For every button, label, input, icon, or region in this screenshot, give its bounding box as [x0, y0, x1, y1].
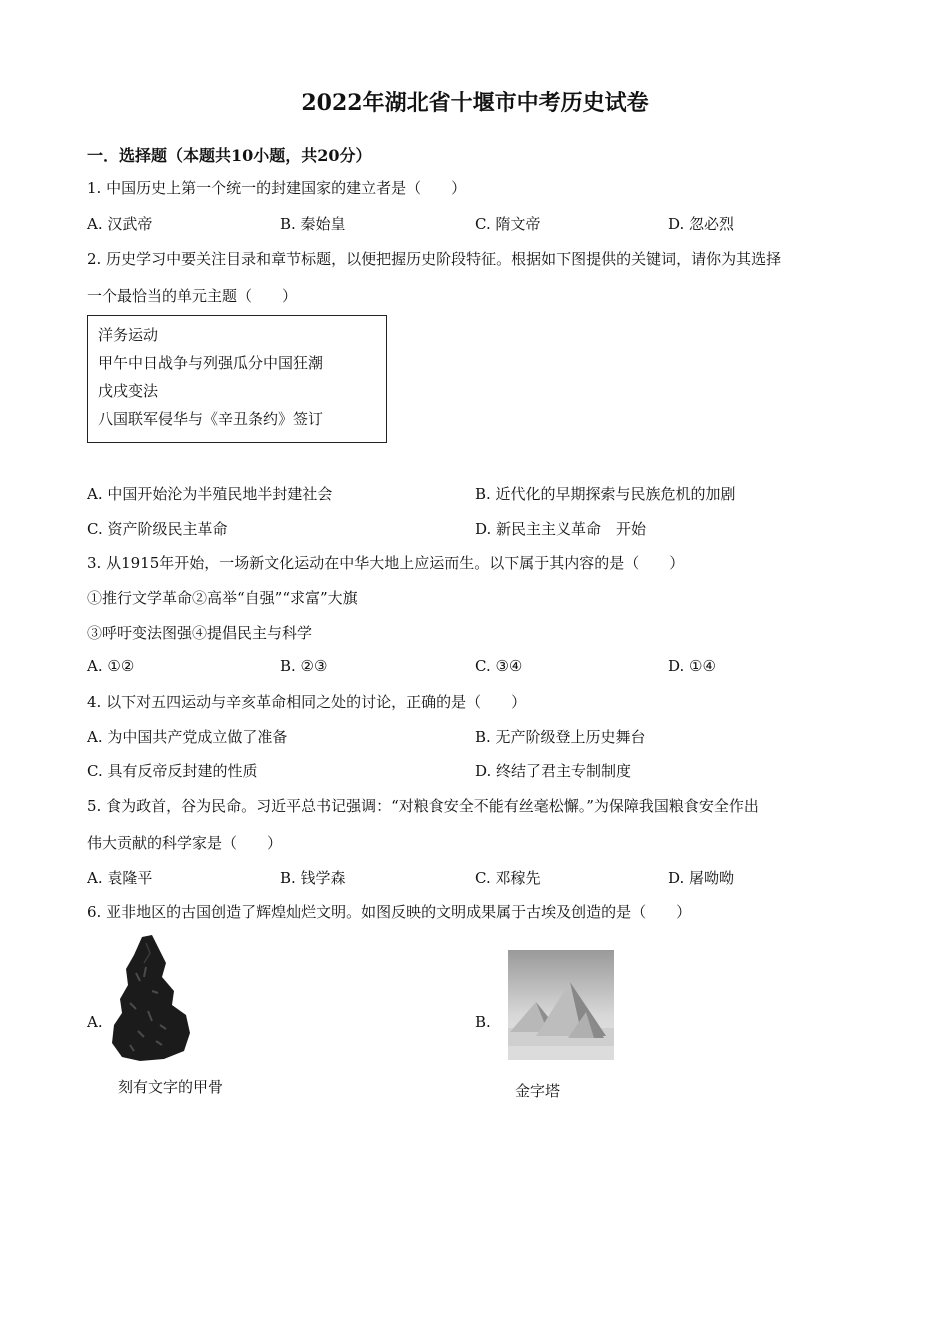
q5-option-a: A. 袁隆平	[87, 869, 153, 887]
q6-option-b-letter: B.	[475, 1013, 491, 1031]
q2-option-b: B. 近代化的早期探索与民族危机的加剧	[475, 485, 736, 503]
q4-option-a: A. 为中国共产党成立做了准备	[87, 728, 288, 746]
question-3-stem: 3. 从1915年开始，一场新文化运动在中华大地上应运而生。以下属于其内容的是（ ）	[87, 554, 685, 572]
question-2-stem-line-2: 一个最恰当的单元主题（ ）	[87, 287, 298, 305]
caption-pyramid: 金字塔	[515, 1082, 561, 1100]
caption-oracle-bone: 刻有文字的甲骨	[118, 1078, 224, 1096]
keyword-line: 甲午中日战争与列强瓜分中国狂潮	[98, 354, 324, 372]
keyword-box	[87, 315, 387, 443]
q2-option-a: A. 中国开始沦为半殖民地半封建社会	[87, 485, 333, 503]
question-2-stem-line-1: 2. 历史学习中要关注目录和章节标题，以便把握历史阶段特征。根据如下图提供的关键词，请你为其选择	[87, 250, 782, 268]
question-4-stem: 4. 以下对五四运动与辛亥革命相同之处的讨论，正确的是（ ）	[87, 693, 527, 711]
q1-option-a: A. 汉武帝	[87, 215, 153, 233]
question-3-item-line-1: ①推行文学革命②高举“自强”“求富”大旗	[87, 589, 358, 607]
question-5-stem-line-1: 5. 食为政首，谷为民命。习近平总书记强调：“对粮食安全不能有丝毫松懈。”为保障我国粮食安全作出	[87, 797, 759, 815]
q4-option-b: B. 无产阶级登上历史舞台	[475, 728, 646, 746]
oracle-bone-image	[100, 933, 200, 1065]
keyword-line: 戊戌变法	[98, 382, 159, 400]
page-title: 2022年湖北省十堰市中考历史试卷	[301, 90, 649, 116]
q3-option-c: C. ③④	[475, 657, 523, 675]
q1-option-c: C. 隋文帝	[475, 215, 541, 233]
q4-option-d: D. 终结了君主专制制度	[475, 762, 632, 780]
q5-option-d: D. 屠呦呦	[668, 869, 735, 887]
question-5-stem-line-2: 伟大贡献的科学家是（ ）	[87, 834, 283, 852]
question-1-stem: 1. 中国历史上第一个统一的封建国家的建立者是（ ）	[87, 179, 467, 197]
q5-option-b: B. 钱学森	[280, 869, 346, 887]
pyramid-image	[508, 950, 614, 1060]
question-6-stem: 6. 亚非地区的古国创造了辉煌灿烂文明。如图反映的文明成果属于古埃及创造的是（ ）	[87, 903, 692, 921]
q3-option-b: B. ②③	[280, 657, 328, 675]
section-heading: 一．选择题（本题共10小题，共20分）	[87, 146, 372, 165]
q4-option-c: C. 具有反帝反封建的性质	[87, 762, 258, 780]
q2-option-d: D. 新民主主义革命 开始	[475, 520, 647, 538]
keyword-line: 八国联军侵华与《辛丑条约》签订	[98, 410, 324, 428]
q5-option-c: C. 邓稼先	[475, 869, 541, 887]
q6-option-a-letter: A.	[87, 1013, 103, 1031]
q1-option-b: B. 秦始皇	[280, 215, 346, 233]
question-3-item-line-2: ③呼吁变法图强④提倡民主与科学	[87, 624, 313, 642]
q3-option-a: A. ①②	[87, 657, 135, 675]
keyword-line: 洋务运动	[98, 326, 159, 344]
q1-option-d: D. 忽必烈	[668, 215, 735, 233]
q3-option-d: D. ①④	[668, 657, 716, 675]
q2-option-c: C. 资产阶级民主革命	[87, 520, 228, 538]
